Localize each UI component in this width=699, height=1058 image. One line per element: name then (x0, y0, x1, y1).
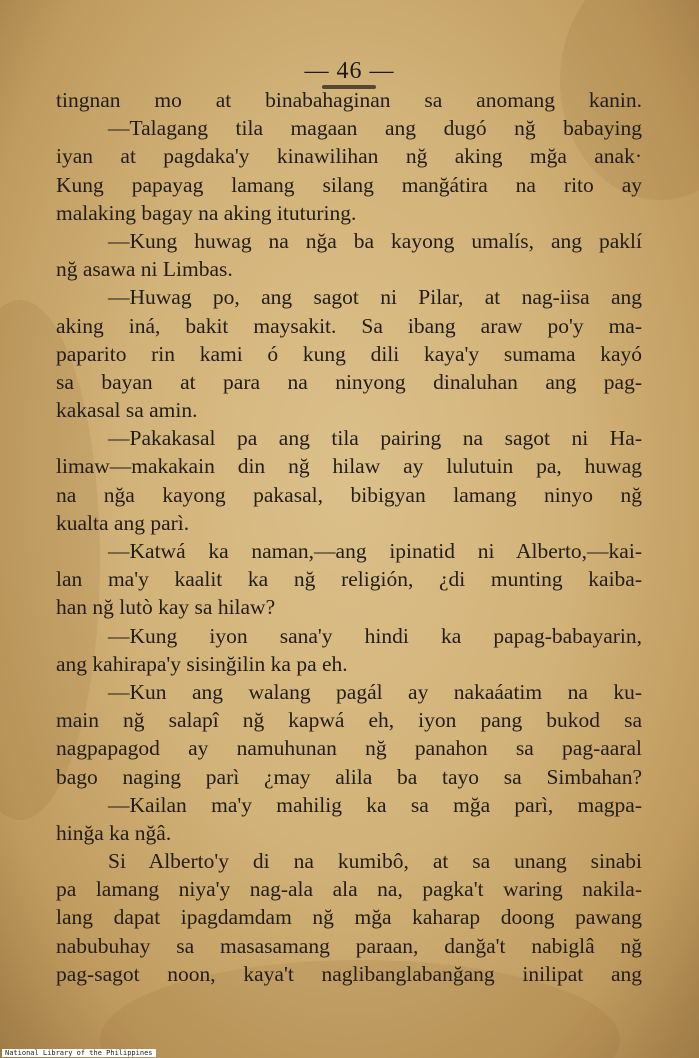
text-line: iyan at pagdaka'y kinawilihan nğ aking mğa anak· (56, 144, 642, 169)
text-line: kualta ang parì. (56, 510, 190, 535)
text-line: limaw—makakain din nğ hilaw ay lulutuin pa, huwag (56, 454, 642, 479)
text-line: —Kun ang walang pagál ay nakaáatim na ku- (108, 679, 642, 704)
text-line: aking iná, bakit maysakit. Sa ibang araw po'y ma- (56, 313, 642, 338)
text-line: paparito rin kami ó kung dili kaya'y sumama kayó (56, 341, 642, 366)
text-line: ang kahirapa'y sisinğilin ka pa eh. (56, 651, 348, 676)
text-line: Kung papayag lamang silang manğátira na rito ay (56, 172, 642, 197)
text-line: sa bayan at para na ninyong dinaluhan ang pag- (56, 369, 642, 394)
text-line: nagpapagod ay namuhunan nğ panahon sa pag-aaral (56, 736, 642, 761)
text-line: —Pakakasal pa ang tila pairing na sagot ni Ha- (108, 426, 642, 451)
text-line: hinğa ka nğâ. (56, 820, 172, 845)
library-watermark: National Library of the Philippines (2, 1049, 156, 1057)
body-text (56, 86, 642, 988)
text-line: —Huwag po, ang sagot ni Pilar, at nag-iisa ang (108, 285, 642, 310)
text-line: na nğa kayong pakasal, bibigyan lamang ninyo nğ (56, 482, 642, 507)
text-line: —Kung iyon sana'y hindi ka papag-babayarin, (108, 623, 642, 648)
text-line: —Katwá ka naman,—ang ipinatid ni Alberto,—kai- (108, 539, 642, 563)
text-line: main nğ salapî nğ kapwá eh, iyon pang bukod sa (56, 708, 642, 733)
text-line: pag-sagot noon, kaya't naglibanglabanğang inilipat ang (56, 961, 642, 986)
page-number: — 46 — (304, 58, 395, 84)
text-line: —Kung huwag na nğa ba kayong umalís, ang paklí (108, 228, 642, 253)
text-line: lan ma'y kaalit ka nğ religión, ¿di munting kaiba- (56, 567, 642, 592)
text-line: —Talagang tila magaan ang dugó nğ babaying (108, 116, 642, 141)
text-line: pa lamang niya'y nag-ala ala na, pagka't waring nakila- (56, 877, 642, 902)
text-line: bago naging parì ¿may alila ba tayo sa Simbahan? (56, 764, 642, 789)
text-line: malaking bagay na aking ituturing. (56, 200, 357, 225)
text-line: han nğ lutò kay sa hilaw? (56, 595, 276, 620)
text-line: —Kailan ma'y mahilig ka sa mğa parì, magpa- (108, 792, 642, 817)
text-line: tingnan mo at binabahaginan sa anomang kanin. (56, 88, 642, 112)
text-line: lang dapat ipagdamdam nğ mğa kaharap doong pawang (56, 905, 642, 930)
text-line: Si Alberto'y di na kumibô, at sa unang sinabi (108, 849, 642, 874)
text-line: nabubuhay sa masasamang paraan, danğa't nabiglâ nğ (56, 933, 642, 958)
text-line: kakasal sa amin. (56, 398, 198, 423)
text-line: nğ asawa ni Limbas. (56, 257, 233, 282)
